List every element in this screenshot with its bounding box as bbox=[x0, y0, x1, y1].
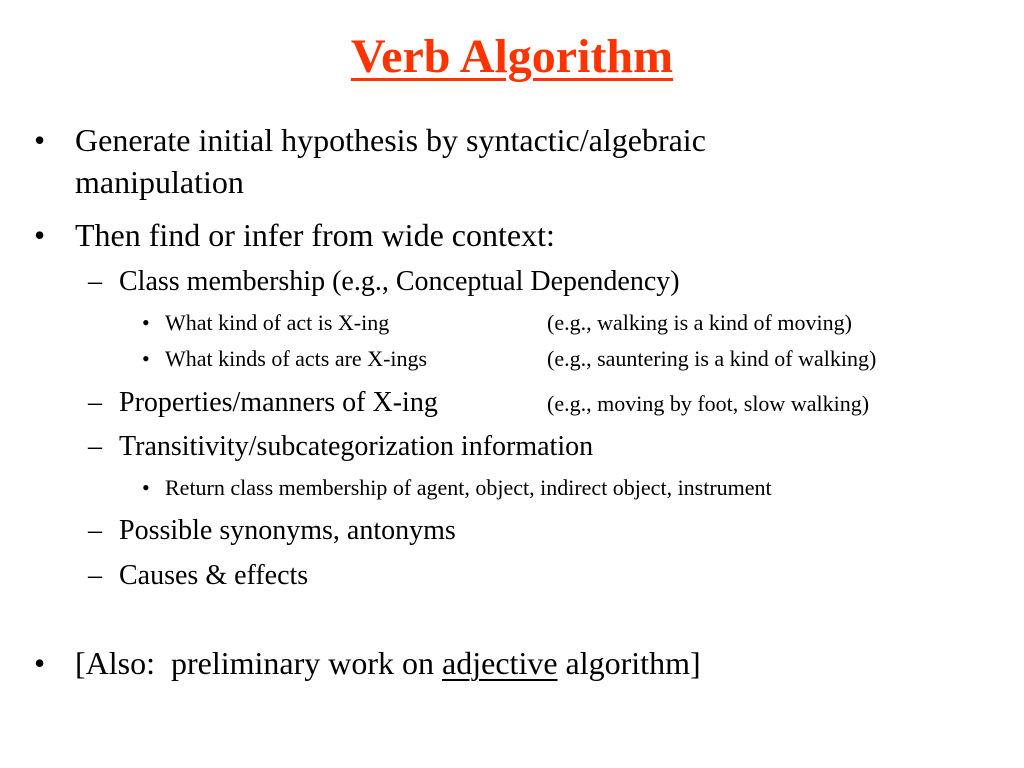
dash-marker: – bbox=[88, 266, 102, 297]
sub-return-class: Return class membership of agent, object, indirect object, instrument bbox=[165, 475, 772, 500]
slide-title-text: Verb Algorithm bbox=[350, 30, 674, 83]
dash-marker: – bbox=[88, 515, 102, 546]
sub-class-membership: Class membership (e.g., Conceptual Dependency) bbox=[119, 266, 680, 297]
dash-marker: – bbox=[88, 431, 102, 462]
sub-kind-of-act: What kind of act is X-ing bbox=[165, 310, 390, 335]
dash-marker: – bbox=[88, 387, 102, 418]
sub-properties: Properties/manners of X-ing bbox=[119, 387, 438, 418]
sub-bullet-marker: • bbox=[142, 475, 150, 500]
sub-properties-example: (e.g., moving by foot, slow walking) bbox=[547, 391, 870, 416]
sub-kind-of-act-example: (e.g., walking is a kind of moving) bbox=[547, 310, 852, 335]
sub-transitivity: Transitivity/subcategorization information bbox=[119, 431, 594, 462]
dash-marker: – bbox=[88, 560, 102, 591]
slide-title bbox=[0, 28, 1024, 86]
also-suffix: algorithm] bbox=[557, 645, 701, 681]
bullet-then-find: Then find or infer from wide context: bbox=[75, 217, 555, 253]
bullet-generate-line1: Generate initial hypothesis by syntactic/algebraic bbox=[75, 122, 706, 158]
sub-kinds-of-acts-example: (e.g., sauntering is a kind of walking) bbox=[547, 346, 877, 371]
bullet-marker: • bbox=[34, 122, 46, 158]
sub-kinds-of-acts: What kinds of acts are X-ings bbox=[165, 346, 428, 371]
also-adjective: adjective bbox=[442, 645, 558, 681]
bullet-marker: • bbox=[34, 217, 46, 253]
also-prefix: [Also: preliminary work on bbox=[75, 645, 443, 681]
sub-causes: Causes & effects bbox=[119, 560, 309, 591]
sub-bullet-marker: • bbox=[142, 310, 150, 335]
sub-synonyms: Possible synonyms, antonyms bbox=[119, 515, 456, 546]
bullet-generate-line2: manipulation bbox=[75, 164, 244, 200]
bullet-marker: • bbox=[34, 645, 46, 681]
sub-bullet-marker: • bbox=[142, 346, 150, 371]
bullet-also bbox=[75, 643, 701, 683]
